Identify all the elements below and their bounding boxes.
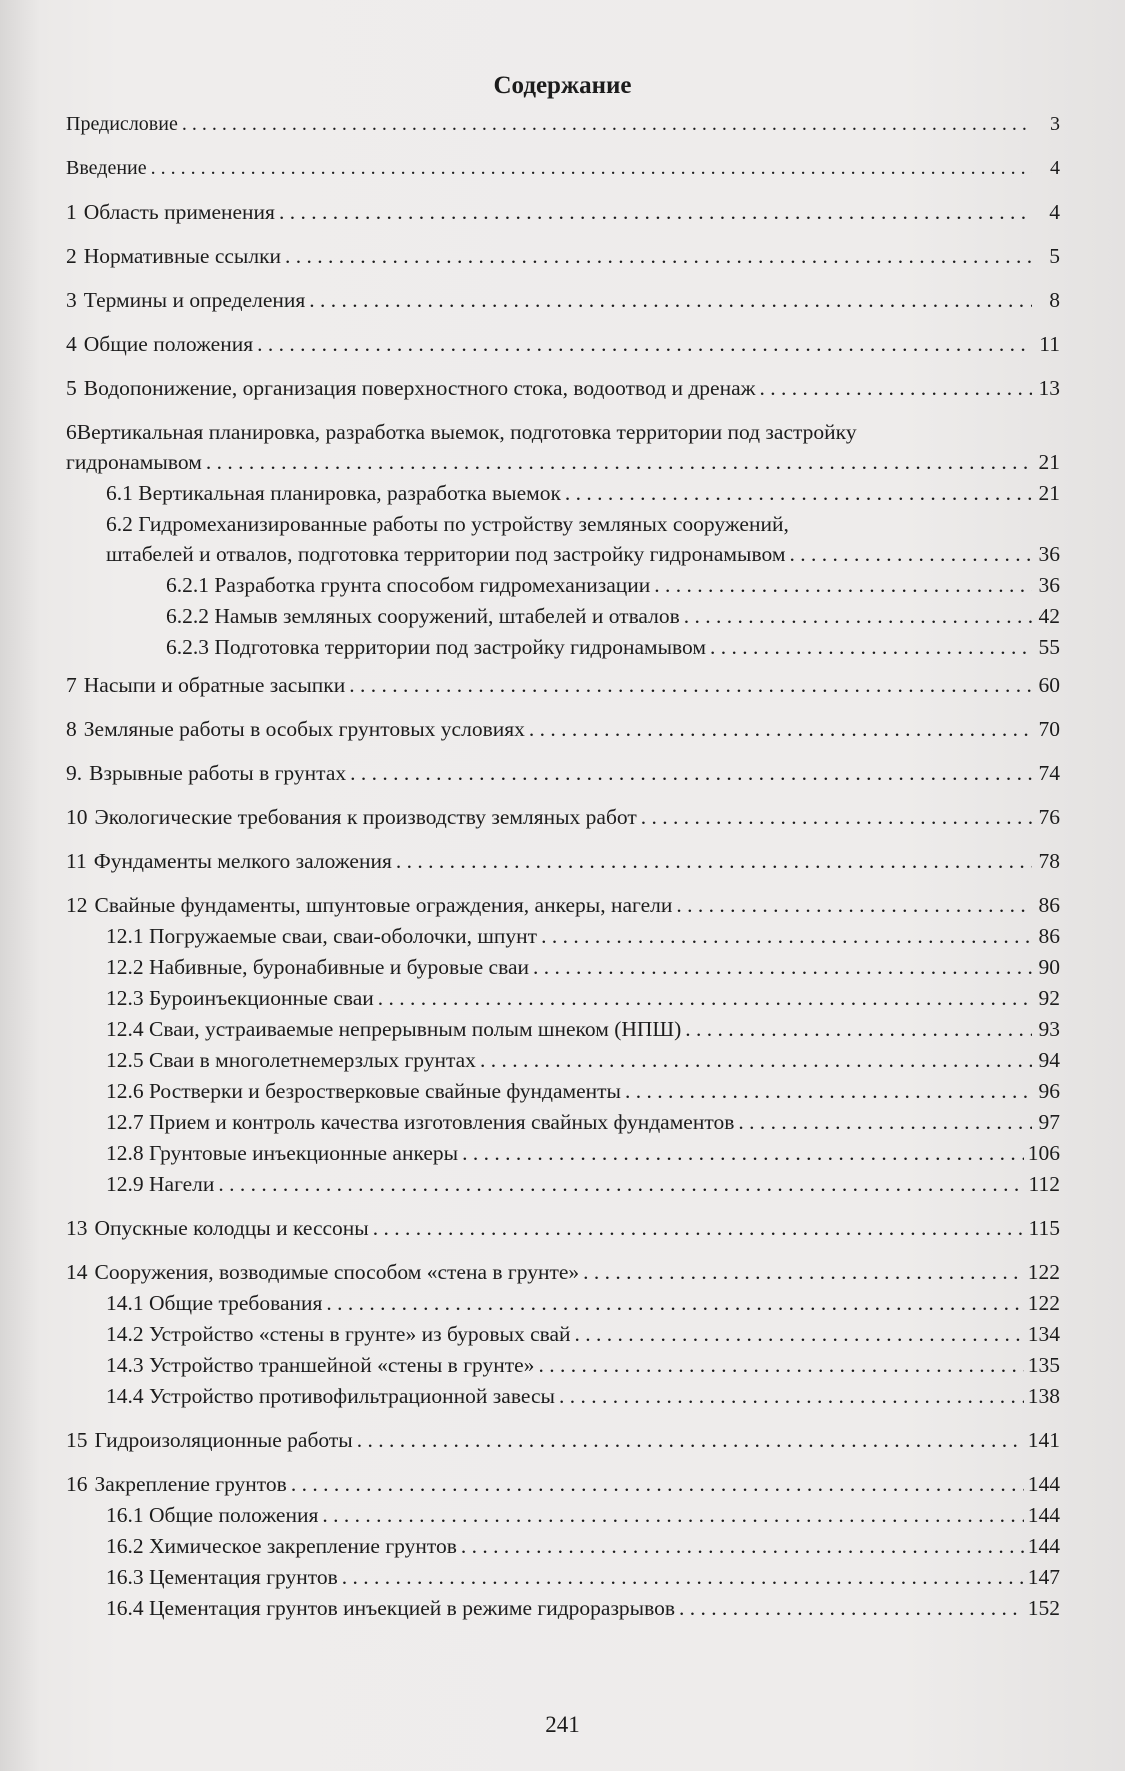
toc-entry <box>66 509 1060 569</box>
toc-entry-page: 86 <box>1038 893 1060 917</box>
toc-entry-title: 14.3 Устройство траншейной «стены в грунте» <box>106 1353 535 1377</box>
toc-entry-line <box>66 241 1060 271</box>
page-title: Содержание <box>493 72 632 99</box>
toc-entry <box>66 714 1060 744</box>
toc-entry <box>66 1562 1060 1592</box>
toc-entry-number: 13 <box>66 1216 88 1240</box>
toc-entry-page: 92 <box>1038 986 1060 1010</box>
toc-entry-line <box>66 417 1060 447</box>
toc-leader-dots <box>373 1213 1025 1243</box>
toc-entry-title: 14.1 Общие требования <box>106 1291 323 1315</box>
toc-entry-title: 16.3 Цементация грунтов <box>106 1565 338 1589</box>
toc-entry-line <box>66 197 1060 227</box>
toc-entry-title: Земляные работы в особых грунтовых условиях <box>83 717 525 741</box>
toc-entry-title: 12.9 Нагели <box>106 1172 215 1196</box>
toc-entry-number: 10 <box>66 805 88 829</box>
toc-entry-line <box>66 1257 1060 1287</box>
toc-entry <box>66 1469 1060 1499</box>
toc-leader-dots <box>641 802 1032 832</box>
toc-entry <box>66 802 1060 832</box>
toc-entry-title: 6.2.1 Разработка грунта способом гидромеханизации <box>166 573 651 597</box>
toc-entry-line <box>66 447 1060 477</box>
toc-entry-line <box>66 1213 1060 1243</box>
toc-entry <box>66 758 1060 788</box>
toc-leader-dots <box>679 1593 1024 1623</box>
toc-entry-number: 11 <box>66 849 87 873</box>
toc-entry-title: 12.7 Прием и контроль качества изготовления свайных фундаментов <box>106 1110 735 1134</box>
toc-entry-title: Фундаменты мелкого заложения <box>93 849 392 873</box>
toc-entry-page: 96 <box>1038 1079 1060 1103</box>
toc-entry-number: 8 <box>66 717 77 741</box>
toc-entry-title-continued: штабелей и отвалов, подготовка территории под застройку гидронамывом <box>106 542 786 566</box>
toc-entry-page: 21 <box>1038 481 1060 505</box>
toc-entry-page: 122 <box>1027 1291 1060 1315</box>
toc-entry <box>66 373 1060 403</box>
toc-entry-page: 36 <box>1038 573 1060 597</box>
toc-leader-dots <box>378 983 1032 1013</box>
toc-entry <box>66 632 1060 662</box>
toc-entry-page: 93 <box>1038 1017 1060 1041</box>
toc-entry-title: Экологические требования к производству земляных работ <box>94 805 637 829</box>
toc-entry-line <box>106 1076 1060 1106</box>
toc-entry-line <box>106 921 1060 951</box>
toc-entry-title: 16.4 Цементация грунтов инъекцией в режиме гидроразрывов <box>106 1596 676 1620</box>
toc-entry-title: 6.2.2 Намыв земляных сооружений, штабелей и отвалов <box>166 604 680 628</box>
toc-entry <box>66 921 1060 951</box>
toc-entry-line <box>106 1593 1060 1623</box>
toc-leader-dots <box>541 921 1032 951</box>
toc-entry <box>66 890 1060 920</box>
toc-leader-dots <box>342 1562 1024 1592</box>
toc-entry-number: 2 <box>66 244 77 268</box>
toc-entry-title: Гидроизоляционные работы <box>94 1428 353 1452</box>
toc-entry-page: 8 <box>1049 288 1060 312</box>
toc-leader-dots <box>349 670 1032 700</box>
toc-entry-page: 135 <box>1027 1353 1060 1377</box>
toc-entry-line <box>106 1014 1060 1044</box>
toc-entry-page: 60 <box>1038 673 1060 697</box>
toc-leader-dots <box>291 1469 1024 1499</box>
toc-entry-title: 6.2.3 Подготовка территории под застройку гидронамывом <box>166 635 706 659</box>
toc-entry-line <box>106 1500 1060 1530</box>
toc-entry-title: Сооружения, возводимые способом «стена в грунте» <box>94 1260 580 1284</box>
toc-leader-dots <box>789 539 1032 569</box>
toc-entry <box>66 1076 1060 1106</box>
toc-entry-line <box>66 714 1060 744</box>
toc-leader-dots <box>206 447 1032 477</box>
toc-leader-dots <box>559 1381 1024 1411</box>
toc-entry-number: 1 <box>66 200 77 224</box>
toc-entry-line <box>166 601 1060 631</box>
toc-entry-title: Предисловие <box>66 113 178 135</box>
toc-leader-dots <box>738 1107 1032 1137</box>
toc-entry-line <box>166 632 1060 662</box>
toc-leader-dots <box>350 758 1032 788</box>
toc-entry-line <box>66 329 1060 359</box>
toc-entry-page: 138 <box>1027 1384 1060 1408</box>
toc-entry-line <box>66 802 1060 832</box>
toc-entry-page: 94 <box>1038 1048 1060 1072</box>
toc-leader-dots <box>654 570 1032 600</box>
toc-entry <box>66 1107 1060 1137</box>
toc-entry-line <box>106 952 1060 982</box>
toc-entry-title: Свайные фундаменты, шпунтовые ограждения, анкеры, нагели <box>94 893 673 917</box>
toc-entry <box>66 1381 1060 1411</box>
toc-entry-page: 141 <box>1027 1428 1060 1452</box>
toc-leader-dots <box>538 1350 1023 1380</box>
toc-entry-title: Нормативные ссылки <box>83 244 282 268</box>
toc-entry-line <box>66 1469 1060 1499</box>
toc-entry-line <box>106 1045 1060 1075</box>
toc-entry-line <box>106 1531 1060 1561</box>
toc-entry-line <box>106 1169 1060 1199</box>
toc-entry-line <box>106 1138 1060 1168</box>
toc-entry <box>66 1213 1060 1243</box>
toc-entry-page: 74 <box>1038 761 1060 785</box>
toc-entry-line <box>106 1562 1060 1592</box>
toc-entry-line <box>66 373 1060 403</box>
toc-entry <box>66 983 1060 1013</box>
toc-leader-dots <box>625 1076 1032 1106</box>
toc-leader-dots <box>285 241 1032 271</box>
toc-entry <box>66 1045 1060 1075</box>
toc-entry <box>66 241 1060 271</box>
toc-entry-page: 21 <box>1038 450 1060 474</box>
toc-leader-dots <box>182 109 1032 139</box>
toc-entry-number: 9. <box>66 761 83 785</box>
toc-entry-page: 115 <box>1028 1216 1060 1240</box>
toc-entry-page: 11 <box>1039 332 1060 356</box>
toc-entry-number: 3 <box>66 288 77 312</box>
toc-leader-dots <box>533 952 1032 982</box>
toc-entry-line <box>66 890 1060 920</box>
toc-entry-title: Закрепление грунтов <box>94 1472 287 1496</box>
toc-leader-dots <box>685 1014 1032 1044</box>
toc-entry-line <box>66 758 1060 788</box>
toc-entry-page: 5 <box>1049 244 1060 268</box>
toc-entry-line <box>66 1425 1060 1455</box>
toc-entry-page: 4 <box>1050 157 1060 179</box>
toc-entry-line <box>106 478 1060 508</box>
toc-entry-page: 42 <box>1038 604 1060 628</box>
toc-entry-title: Область применения <box>83 200 275 224</box>
toc-entry <box>66 1350 1060 1380</box>
toc-entry-page: 152 <box>1027 1596 1060 1620</box>
toc-entry-title: 12.2 Набивные, буронабивные и буровые сваи <box>106 955 530 979</box>
toc-entry-page: 3 <box>1050 113 1060 135</box>
toc-entry-line <box>106 539 1060 569</box>
toc-entry-line <box>106 1381 1060 1411</box>
toc-entry <box>66 1319 1060 1349</box>
toc-entry-page: 70 <box>1038 717 1060 741</box>
toc-entry-title: 12.1 Погружаемые сваи, сваи-оболочки, шпунт <box>106 924 538 948</box>
toc-leader-dots <box>151 153 1032 183</box>
toc-leader-dots <box>759 373 1032 403</box>
toc-entry <box>66 329 1060 359</box>
toc-entry <box>66 1593 1060 1623</box>
toc-entry-page: 55 <box>1038 635 1060 659</box>
page-number: 241 <box>545 1712 580 1737</box>
toc-entry-title: Опускные колодцы и кессоны <box>94 1216 369 1240</box>
toc-leader-dots <box>583 1257 1024 1287</box>
toc-entry-page: 144 <box>1027 1503 1060 1527</box>
toc-entry-title: Общие положения <box>83 332 254 356</box>
toc-entry <box>66 153 1060 183</box>
toc-entry <box>66 1014 1060 1044</box>
toc-leader-dots <box>461 1531 1024 1561</box>
toc-entry <box>66 478 1060 508</box>
toc-entry-title: Водопонижение, организация поверхностного стока, водоотвод и дренаж <box>83 376 756 400</box>
toc-entry <box>66 670 1060 700</box>
toc-leader-dots <box>257 329 1032 359</box>
toc-entry <box>66 197 1060 227</box>
toc-entry-line <box>106 1319 1060 1349</box>
toc-entry-page: 144 <box>1027 1534 1060 1558</box>
toc-entry-title: 12.6 Ростверки и безростверковые свайные фундаменты <box>106 1079 621 1103</box>
toc-entry-title: 12.3 Буроинъекционные сваи <box>106 986 374 1010</box>
toc-entry-title-continued: гидронамывом <box>66 450 202 474</box>
toc-leader-dots <box>480 1045 1032 1075</box>
toc-entry-line <box>166 570 1060 600</box>
toc-entry-page: 86 <box>1038 924 1060 948</box>
toc-leader-dots <box>357 1425 1024 1455</box>
toc-entry-title: Введение <box>66 157 147 179</box>
toc-entry <box>66 1169 1060 1199</box>
toc-entry-number: 5 <box>66 376 77 400</box>
toc-leader-dots <box>309 285 1032 315</box>
toc-entry-page: 112 <box>1028 1172 1060 1196</box>
toc-entry-number: 4 <box>66 332 77 356</box>
toc-entry-page: 90 <box>1038 955 1060 979</box>
toc-entry <box>66 1425 1060 1455</box>
toc-entry-title: 12.8 Грунтовые инъекционные анкеры <box>106 1141 459 1165</box>
toc-entry-number: 7 <box>66 673 77 697</box>
table-of-contents <box>66 108 1060 1623</box>
toc-leader-dots <box>565 478 1032 508</box>
toc-entry-page: 144 <box>1027 1472 1060 1496</box>
toc-leader-dots <box>322 1500 1023 1530</box>
toc-entry <box>66 846 1060 876</box>
toc-entry-title: Насыпи и обратные засыпки <box>83 673 346 697</box>
toc-leader-dots <box>218 1169 1024 1199</box>
toc-entry-line <box>106 1288 1060 1318</box>
toc-entry-title: 6.1 Вертикальная планировка, разработка выемок <box>106 481 561 505</box>
toc-entry-title: 16.2 Химическое закрепление грунтов <box>106 1534 457 1558</box>
toc-entry-line <box>106 983 1060 1013</box>
toc-leader-dots <box>396 846 1032 876</box>
toc-leader-dots <box>575 1319 1024 1349</box>
toc-leader-dots <box>676 890 1032 920</box>
toc-entry-title: 6.2 Гидромеханизированные работы по устройству земляных сооружений, <box>106 512 789 536</box>
toc-entry-number: 14 <box>66 1260 88 1284</box>
toc-entry <box>66 1531 1060 1561</box>
toc-entry-line <box>66 109 1060 139</box>
toc-entry-page: 13 <box>1038 376 1060 400</box>
toc-entry-line <box>66 846 1060 876</box>
toc-entry <box>66 1500 1060 1530</box>
toc-entry-title: Вертикальная планировка, разработка выемок, подготовка территории под застройку <box>76 420 857 444</box>
toc-leader-dots <box>710 632 1032 662</box>
toc-entry-line <box>106 1350 1060 1380</box>
toc-entry-line <box>106 509 1060 539</box>
toc-entry-line <box>66 153 1060 183</box>
toc-entry-title: 12.4 Сваи, устраиваемые непрерывным полым шнеком (НПШ) <box>106 1017 682 1041</box>
toc-entry <box>66 1138 1060 1168</box>
toc-entry-line <box>66 670 1060 700</box>
toc-entry-line <box>66 285 1060 315</box>
toc-entry-page: 4 <box>1049 200 1060 224</box>
toc-leader-dots <box>326 1288 1023 1318</box>
toc-entry <box>66 570 1060 600</box>
toc-entry-number: 6 <box>66 420 77 444</box>
toc-entry <box>66 601 1060 631</box>
toc-leader-dots <box>684 601 1032 631</box>
toc-entry-line <box>106 1107 1060 1137</box>
toc-entry-number: 16 <box>66 1472 88 1496</box>
toc-entry-number: 12 <box>66 893 88 917</box>
toc-entry <box>66 952 1060 982</box>
toc-entry-page: 134 <box>1027 1322 1060 1346</box>
toc-entry-page: 76 <box>1038 805 1060 829</box>
toc-entry-number: 15 <box>66 1428 88 1452</box>
toc-entry-title: 12.5 Сваи в многолетнемерзлых грунтах <box>106 1048 476 1072</box>
toc-leader-dots <box>462 1138 1024 1168</box>
toc-entry-title: Взрывные работы в грунтах <box>89 761 347 785</box>
toc-entry <box>66 109 1060 139</box>
toc-entry-page: 36 <box>1038 542 1060 566</box>
toc-entry-title: 14.4 Устройство противофильтрационной завесы <box>106 1384 555 1408</box>
toc-entry-title: 14.2 Устройство «стены в грунте» из буровых свай <box>106 1322 571 1346</box>
toc-entry <box>66 1288 1060 1318</box>
toc-entry-title: Термины и определения <box>83 288 306 312</box>
toc-entry-page: 97 <box>1038 1110 1060 1134</box>
toc-entry <box>66 285 1060 315</box>
toc-leader-dots <box>529 714 1032 744</box>
toc-entry-page: 78 <box>1038 849 1060 873</box>
toc-leader-dots <box>279 197 1032 227</box>
toc-entry-page: 106 <box>1027 1141 1060 1165</box>
toc-entry <box>66 417 1060 477</box>
toc-entry <box>66 1257 1060 1287</box>
toc-entry-title: 16.1 Общие положения <box>106 1503 319 1527</box>
toc-entry-page: 122 <box>1027 1260 1060 1284</box>
toc-entry-page: 147 <box>1027 1565 1060 1589</box>
